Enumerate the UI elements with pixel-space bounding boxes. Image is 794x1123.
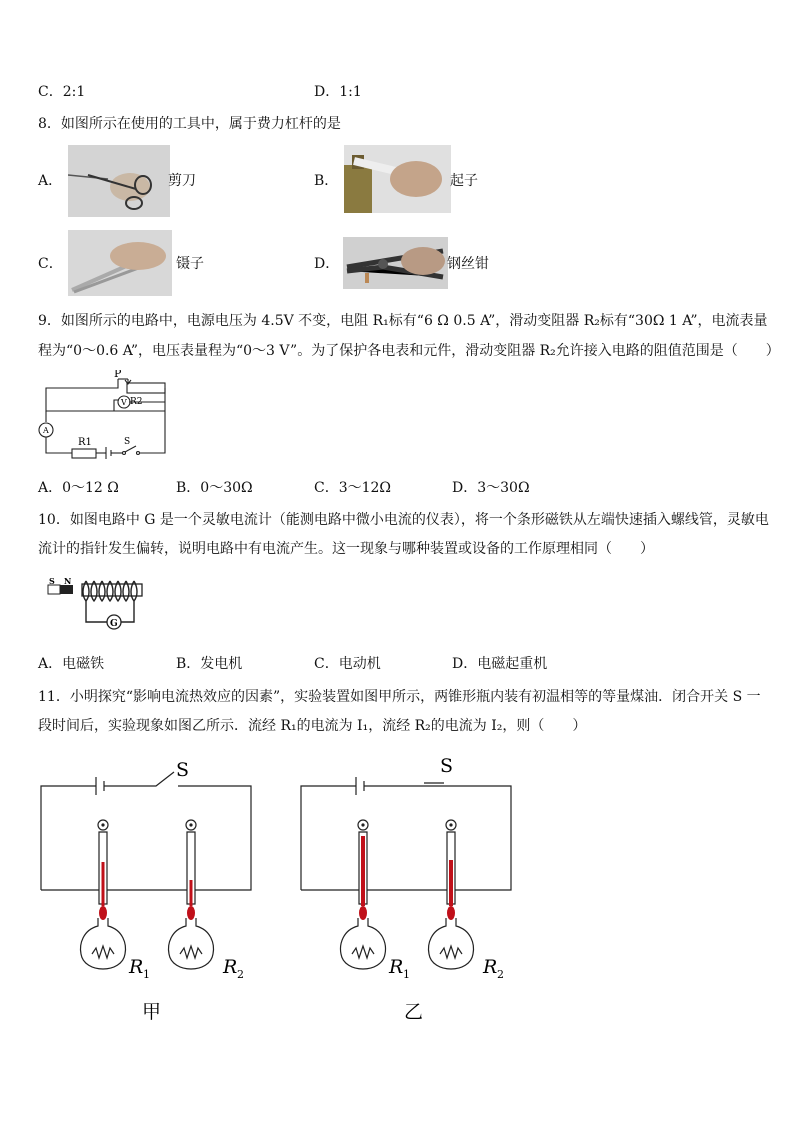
q9-option-d: D．3～30Ω — [452, 480, 530, 496]
label-r1-jia: R — [129, 956, 144, 978]
galvanometer-label: G — [110, 619, 118, 629]
pliers-photo — [343, 237, 448, 289]
magnet-s-pole — [48, 585, 60, 594]
flask-r2-yi — [429, 918, 474, 969]
q10-option-d: D．电磁起重机 — [452, 656, 548, 672]
q8-option-a-label: 剪刀 — [168, 173, 196, 189]
switch-label-yi: S — [440, 755, 454, 777]
resistor-r1 — [72, 449, 96, 458]
q8-option-d-label: 钢丝钳 — [447, 256, 489, 272]
label-r2-sub-yi: 2 — [497, 968, 504, 981]
thermometer-r1-jia — [98, 820, 108, 920]
q8-stem: 8．如图所示在使用的工具中，属于费力杠杆的是 — [38, 116, 341, 132]
q9-option-c: C．3～12Ω — [314, 480, 392, 496]
q8-option-b-letter: B． — [314, 173, 339, 189]
caption-jia: 甲 — [142, 1001, 162, 1023]
q9-option-b: B．0～30Ω — [176, 480, 253, 496]
q9-option-a: A．0～12 Ω — [38, 480, 119, 496]
circuit-label-p: P — [114, 370, 122, 380]
q11-figure-jia — [36, 752, 258, 1024]
label-r2-sub-jia: 2 — [237, 968, 244, 981]
magnet-n-pole — [60, 585, 73, 594]
q10-option-a: A．电磁铁 — [38, 656, 105, 672]
q9-stem-line2: 程为“0～0.6 A”，电压表量程为“0～3 V”。为了保护各电表和元件，滑动变阻器 R₂允许接入电路的阻值范围是（ ） — [38, 343, 780, 359]
q8-option-c-label: 镊子 — [176, 256, 204, 272]
q10-option-b: B．发电机 — [176, 656, 243, 672]
q8-option-c-letter: C． — [38, 256, 63, 272]
scissors-photo — [68, 145, 170, 217]
q8-option-a-letter: A． — [38, 173, 63, 189]
label-r2-yi: R — [483, 956, 498, 978]
q10-option-c: C．电动机 — [314, 656, 381, 672]
thermometer-r2-jia — [186, 820, 196, 920]
tweezers-photo — [68, 230, 172, 296]
q10-stem-line2: 流计的指针发生偏转，说明电路中有电流产生。这一现象与哪种装置或设备的工作原理相同（ ） — [38, 541, 654, 557]
flask-r1-jia — [81, 918, 126, 969]
q10-stem-line1: 10．如图电路中 G 是一个灵敏电流计（能测电路中微小电流的仪表），将一个条形磁铁从左端快速插入螺线管，灵敏电 — [38, 512, 769, 528]
label-r1-sub-jia: 1 — [143, 968, 150, 981]
label-r2-jia: R — [223, 956, 238, 978]
magnet-label-s: S — [49, 576, 55, 586]
q9-circuit-diagram — [34, 370, 174, 466]
q11-figure-yi — [296, 752, 518, 1024]
q10-coil-diagram — [44, 576, 148, 634]
magnet-label-n: N — [64, 576, 72, 586]
circuit-label-r1: R1 — [78, 437, 92, 448]
flask-r2-jia — [169, 918, 214, 969]
label-r1-sub-yi: 1 — [403, 968, 410, 981]
circuit-label-s: S — [124, 437, 131, 447]
q8-option-d-letter: D． — [314, 256, 340, 272]
circuit-label-a: A — [43, 426, 49, 435]
option-c-top: C．2:1 — [38, 84, 86, 100]
bottle-opener-photo — [344, 145, 451, 213]
option-d-top: D．1:1 — [314, 84, 362, 100]
flask-r1-yi — [341, 918, 386, 969]
q8-option-b-label: 起子 — [450, 173, 478, 189]
circuit-label-v: V — [121, 398, 127, 407]
q11-stem-line1: 11．小明探究“影响电流热效应的因素”，实验装置如图甲所示，两锥形瓶内装有初温相等的等量煤油．闭合开关 S 一 — [38, 689, 761, 705]
q11-stem-line2: 段时间后，实验现象如图乙所示．流经 R₁的电流为 I₁，流经 R₂的电流为 I₂，则（ ） — [38, 718, 587, 734]
label-r1-yi: R — [389, 956, 404, 978]
rheostat-r2 — [127, 383, 165, 393]
circuit-label-r2: R2 — [130, 397, 143, 407]
switch-label-jia: S — [176, 759, 190, 781]
q9-stem-line1: 9．如图所示的电路中，电源电压为 4.5V 不变，电阻 R₁标有“6 Ω 0.5 A”，滑动变阻器 R₂标有“30Ω 1 A”，电流表量 — [38, 313, 768, 329]
thermometer-r2-yi — [446, 820, 456, 920]
thermometer-r1-yi — [358, 820, 368, 920]
caption-yi: 乙 — [404, 1001, 424, 1023]
